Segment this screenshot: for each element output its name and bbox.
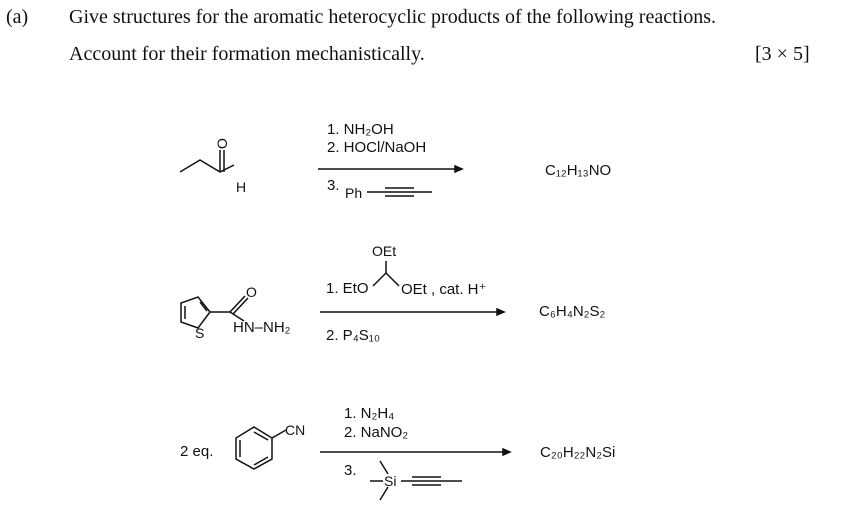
r1-ph-label: Ph (345, 185, 363, 201)
r3-step-3: 3. (344, 462, 357, 479)
r2-step-2: 2. P₄S₁₀ (326, 327, 381, 344)
marks-label: [3 × 5] (755, 43, 810, 65)
reaction-arrow-2 (320, 309, 504, 315)
r1-carbonyl-o: O (214, 138, 230, 149)
r2-oet-right: OEt , cat. H⁺ (401, 281, 487, 298)
r3-product-formula: C₂₀H₂₂N₂Si (540, 444, 616, 461)
alkyne-bond-1 (367, 188, 432, 196)
r3-equiv-label: 2 eq. (180, 443, 214, 460)
r2-hydrazide-label: HN–NH₂ (233, 319, 291, 336)
r1-aldehyde-h: H (236, 179, 247, 195)
hydrazide-chain (210, 296, 248, 321)
r2-thiophene-s: S (195, 325, 205, 341)
r1-step-2: 2. HOCl/NaOH (327, 139, 427, 156)
r2-carbonyl-o: O (246, 284, 257, 300)
reaction-arrow-3 (320, 449, 510, 455)
r3-step-1: 1. N₂H₄ (344, 405, 395, 422)
r1-step-3: 3. (327, 177, 340, 194)
r3-step-2: 2. NaNO₂ (344, 424, 409, 441)
reaction-arrow-1 (318, 166, 462, 172)
r1-step-1: 1. NH₂OH (327, 121, 394, 138)
r2-oet-top: OEt (372, 243, 397, 259)
r3-cn-label: CN (285, 422, 306, 438)
nitrile-bond (272, 430, 286, 438)
question-line-1: Give structures for the aromatic heterocyclic products of the following reactions. (69, 6, 716, 28)
r2-step-1: 1. EtO (326, 280, 369, 297)
question-label: (a) (6, 6, 29, 28)
r3-si-label: Si (384, 473, 397, 489)
r1-product-formula: C₁₂H₁₃NO (545, 162, 612, 179)
r2-product-formula: C₆H₄N₂S₂ (539, 303, 606, 320)
thiophene-ring (181, 297, 210, 328)
acetal-structure (373, 261, 399, 286)
benzene-ring (236, 427, 272, 469)
question-line-2: Account for their formation mechanistically. (69, 43, 425, 65)
propanal-structure (180, 150, 234, 172)
